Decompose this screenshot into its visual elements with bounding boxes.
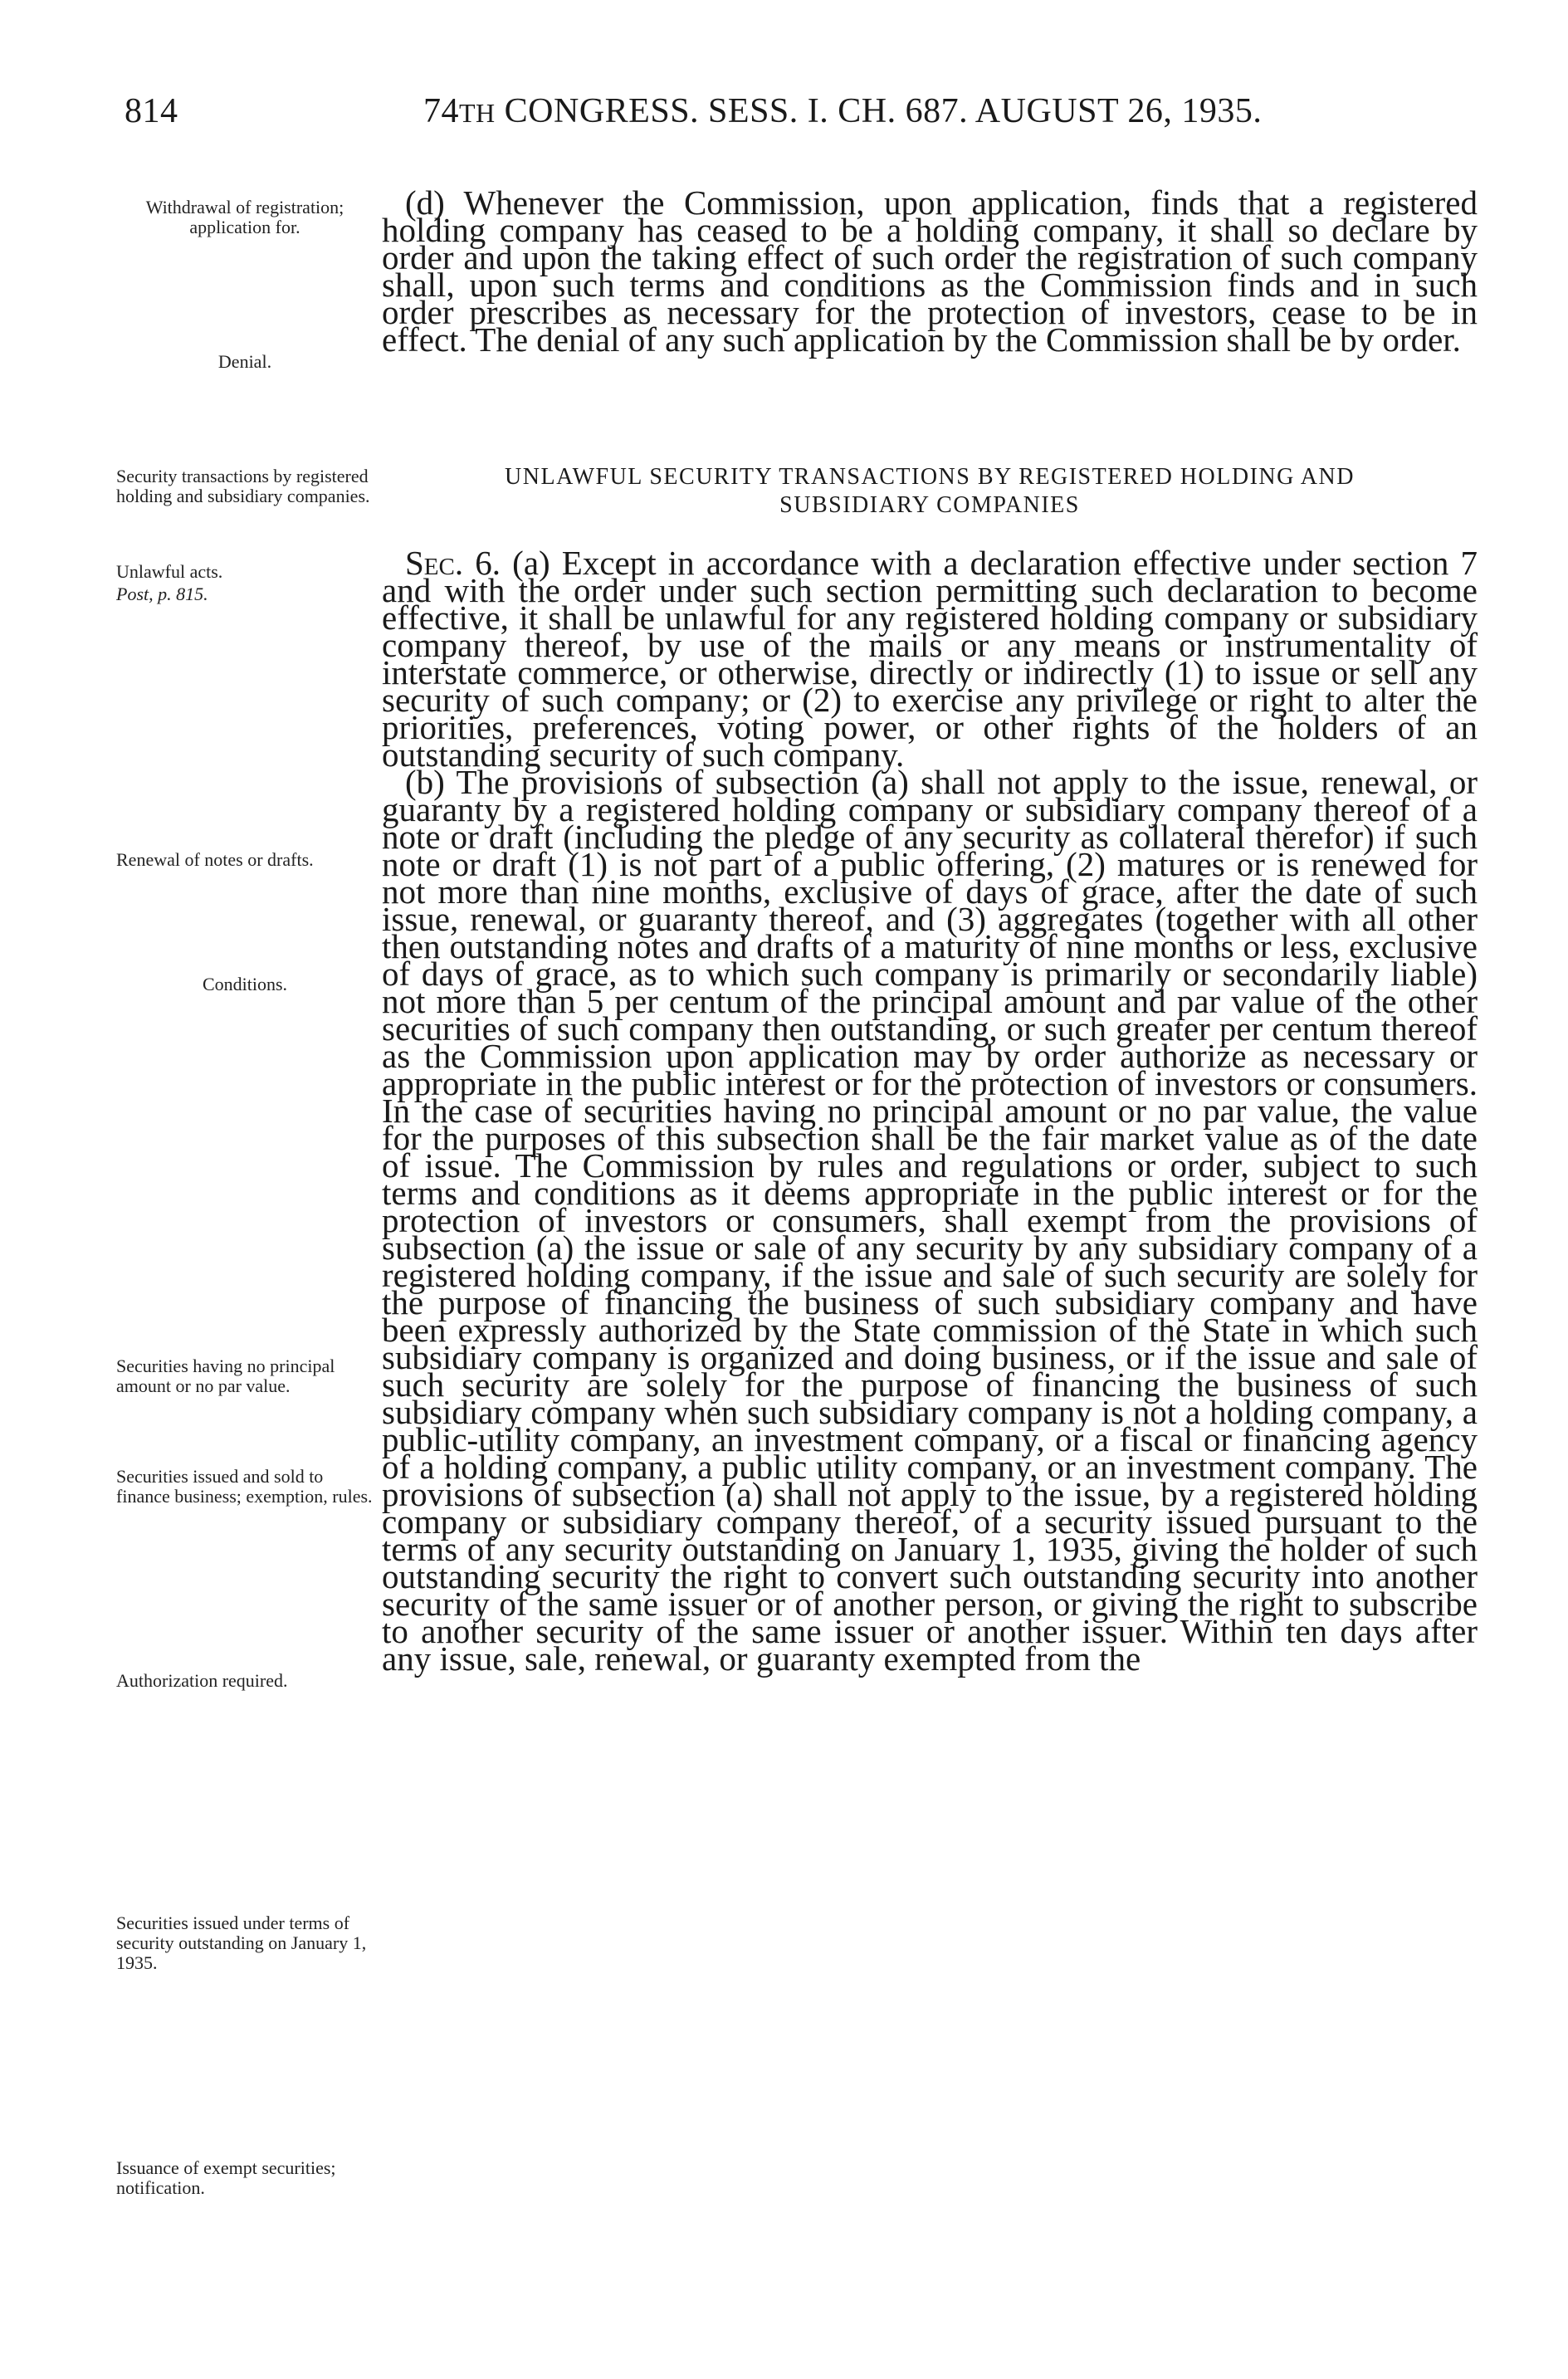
margin-note-post-ref: Post, p. 815. [116, 584, 208, 604]
section-6-label: Sec. 6. [405, 544, 501, 582]
margin-note-authorization: Authorization required. [116, 1670, 288, 1691]
session-chapter-date: CONGRESS. SESS. I. CH. 687. AUGUST 26, 1935. [495, 92, 1263, 130]
paragraph-d-block [382, 183, 1478, 359]
section-6-b: (b) The provisions of subsection (a) shall not apply to the issue, renewal, or guaranty by a registered holding company or subsidiary company thereof of a note or draft (including the pledge of any security as collateral therefor) if such note or draft (1) is not part of a public offering, (2) matures or is renewed for not more than nine months, exclusive of days of grace, after the date of such issue, renewal, or guaranty thereof, and (3) aggregates (together with all other then outstanding notes and drafts of a maturity of nine months or less, exclusive of days of grace, as to which such company is primarily or secondarily liable) not more than 5 per centum of the principal amount and par value of the other securities of such company then outstanding, or such greater per centum thereof as the Commission upon application may by order authorize as necessary or appropriate in the public interest or for the protection of investors or consumers. In the case of securities having no principal amount or no par value, the value for the purposes of this subsection shall be the fair market value as of the date of issue. The Commission by rules and regulations or order, subject to such terms and conditions as it deems appropriate in the public interest or for the protection of investors or consumers, shall exempt from the provisions of subsection (a) the issue or sale of any security by any subsidiary company of a registered holding company, if the issue and sale of such security are solely for the purpose of financing the business of such subsidiary company and have been expressly authorized by the State commission of the State in which such subsidiary company is organized and doing business, or if the issue and sale of such security are solely for the purpose of financing the business of such subsidiary company when such subsidiary company is not a holding company, a public-utility company, an investment company, or a fiscal or financing agency of a holding company, a public utility company, or an investment company. The provisions of subsection (a) shall not apply to the issue, by a registered holding company or subsidiary company thereof, of a security issued pursuant to the terms of any security outstanding on January 1, 1935, giving the holder of such outstanding security the right to convert such outstanding security into another security of the same issuer or of another person, or giving the right to subscribe to another security of the same issuer or another issuer. Within ten days after any issue, sale, renewal, or guaranty exempted from the [382, 763, 1478, 1678]
congress-ordinal: TH [459, 98, 496, 128]
page-number: 814 [125, 92, 178, 130]
margin-note-denial: Denial. [217, 351, 272, 372]
section-heading-line-2: SUBSIDIARY COMPANIES [779, 492, 1080, 518]
section-heading-line-1: UNLAWFUL SECURITY TRANSACTIONS BY REGISTERED HOLDING AND [505, 464, 1355, 490]
margin-note-post-ref-wrap [116, 584, 374, 604]
section-6-block [382, 544, 1478, 1678]
section-heading [382, 463, 1478, 520]
section-6-a [382, 544, 1478, 774]
margin-note-conditions: Conditions. [202, 974, 288, 994]
margin-note-unlawful-acts: Unlawful acts. [116, 561, 223, 582]
margin-note-security-transactions: Security transactions by registered holding and subsidiary companies. [116, 466, 370, 506]
congress-number: 74 [423, 92, 459, 130]
running-head [423, 91, 1262, 131]
section-6-a-text: (a) Except in accordance with a declaration effective under section 7 and with the order under such section permitting such declaration to become effective, it shall be unlawful for any registered holding company or subsidiary company thereof, by use of the mails or any means or instrumentality of interstate commerce, or otherwise, directly or indirectly (1) to issue or sell any security of such company; or (2) to exercise any privilege or right to alter the priorities, preferences, voting power, or other rights of the holders of an outstanding security of such company. [382, 544, 1478, 774]
margin-note-outstanding: Securities issued under terms of security outstanding on January 1, 1935. [116, 1912, 367, 1973]
margin-note-withdrawal: Withdrawal of registration; application for. [145, 197, 344, 237]
margin-note-exempt-notification: Issuance of exempt securities; notification. [116, 2157, 336, 2198]
paragraph-d: (d) Whenever the Commission, upon application, finds that a registered holding company has ceased to be a holding company, it shall so declare by order and upon the taking effect of such order the registration of such company shall, upon such terms and conditions as the Commission finds and in such order prescribes as necessary for the protection of investors, cease to be in effect. The denial of any such application by the Commission shall be by order. [382, 183, 1478, 359]
margin-note-no-par: Securities having no principal amount or no par value. [116, 1356, 335, 1396]
margin-note-finance-business: Securities issued and sold to finance business; exemption, rules. [116, 1466, 373, 1507]
margin-note-renewal: Renewal of notes or drafts. [116, 849, 314, 870]
page-header [125, 91, 1486, 141]
